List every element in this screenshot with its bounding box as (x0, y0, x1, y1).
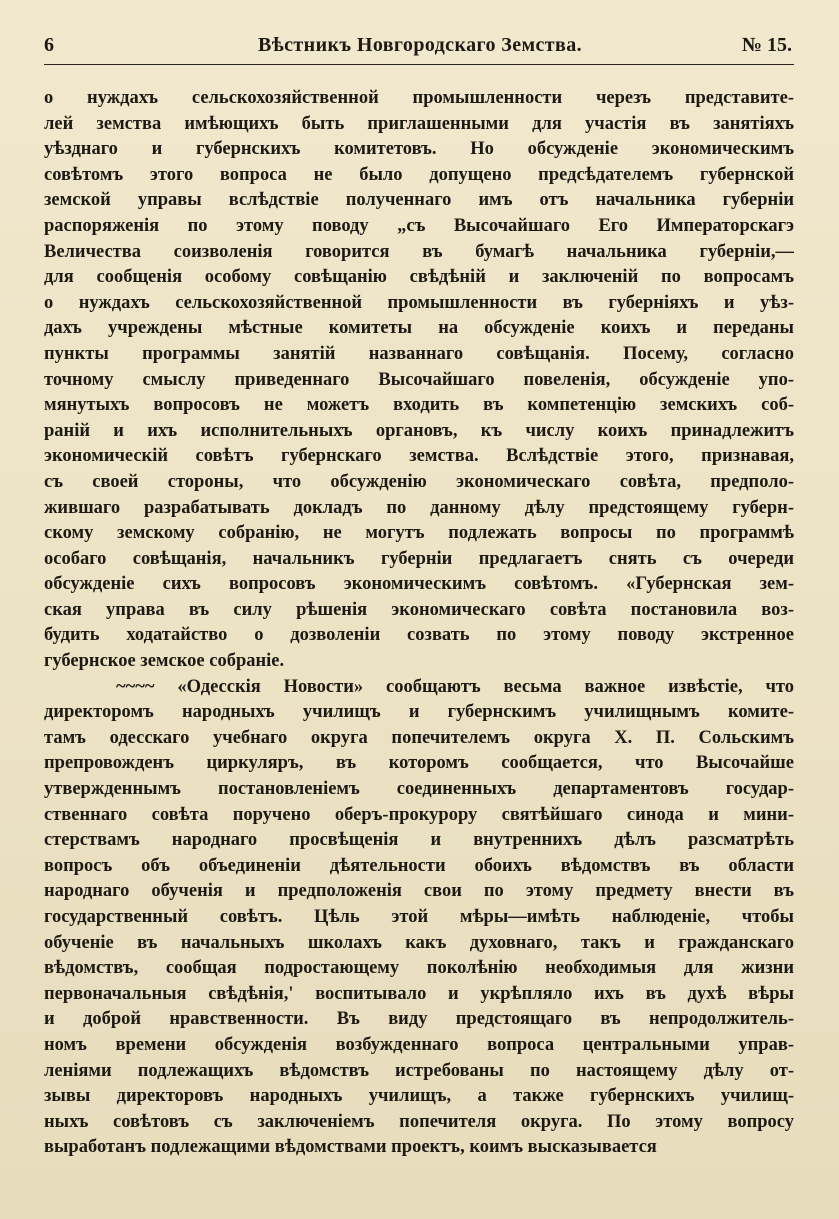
text-line: мянутыхъ вопросовъ не можетъ входить въ компетенцію земскихъ соб- (44, 395, 794, 416)
text-line: раній и ихъ исполнительныхъ органовъ, къ числу коихъ принадлежитъ (44, 420, 794, 441)
text-line: ственнаго совѣта поручено оберъ-прокурору святѣйшаго синода и мини- (44, 804, 794, 825)
text-line: ныхъ совѣтовъ съ заключеніемъ попечителя округа. По этому вопросу (44, 1111, 794, 1132)
article-body (44, 86, 794, 1161)
text-line: пункты программы занятій названнаго совѣщанія. Посему, согласно (44, 343, 794, 364)
text-line: номъ времени обсужденія возбужденнаго вопроса центральными управ- (44, 1034, 794, 1055)
text-line: ~~~~ «Одесскія Новости» сообщаютъ весьма важное извѣстіе, что (116, 676, 794, 697)
text-line: распоряженія по этому поводу „съ Высочайшаго Его Императорскагэ (44, 215, 794, 236)
text-line: тамъ одесскаго учебнаго округа попечителемъ округа Х. П. Сольскимъ (44, 727, 794, 748)
text-line: земской управы вслѣдствіе полученнаго имъ отъ начальника губерніи (44, 190, 794, 211)
text-line: выработанъ подлежащими вѣдомствами проектъ, коимъ высказывается (44, 1137, 657, 1158)
text-line: лей земства имѣющихъ быть приглашенными для участія въ занятіяхъ (44, 113, 794, 134)
text-line: точному смыслу приведеннаго Высочайшаго повеленія, обсужденіе упо- (44, 369, 794, 390)
text-line: Величества соизволенія говорится въ бумагѣ начальника губерніи,— (44, 241, 794, 262)
text-line: особаго совѣщанія, начальникъ губерніи предлагаетъ снять съ очереди (44, 548, 794, 569)
header-divider (44, 64, 794, 65)
text-line: о нуждахъ сельскохозяйственной промышленности въ губерніяхъ и уѣз- (44, 292, 794, 313)
text-line: жившаго разрабатывать докладъ по данному дѣлу предстоящему губерн- (44, 497, 794, 518)
issue-number: № 15. (741, 34, 792, 56)
text-line: ская управа въ силу рѣшенія экономическаго совѣта постановила воз- (44, 599, 794, 620)
paragraph (44, 86, 794, 675)
text-line: экономическій совѣтъ губернскаго земства. Вслѣдствіе этого, признавая, (44, 446, 794, 467)
text-line: государственный совѣтъ. Цѣль этой мѣры—имѣть наблюденіе, чтобы (44, 907, 794, 927)
text-line: препровожденъ циркуляръ, въ которомъ сообщается, что Высочайше (44, 753, 794, 774)
text-line: дахъ учреждены мѣстные комитеты на обсужденіе коихъ и переданы (44, 318, 794, 339)
text-line: вѣдомствъ, сообщая подростающему поколѣнію необходимыя для жизни (44, 958, 794, 979)
text-line: утвержденнымъ постановленіемъ соединенныхъ департаментовъ государ- (44, 779, 794, 800)
page-header (44, 30, 796, 62)
journal-title: Вѣстникъ Новгородскаго Земства. (258, 34, 583, 56)
text-line: зывы директоровъ народныхъ училищъ, а также губернскихъ училищ- (44, 1086, 794, 1107)
text-line: стерствамъ народнаго просвѣщенія и внутреннихъ дѣлъ разсматрѣть (44, 830, 794, 851)
text-line: совѣтомъ этого вопроса не было допущено предсѣдателемъ губернской (44, 164, 794, 185)
text-line: и доброй нравственности. Въ виду предстоящаго въ непродолжитель- (44, 1009, 794, 1030)
text-line: вопросъ объ объединеніи дѣятельности обоихъ вѣдомствъ въ области (44, 855, 794, 876)
text-line: народнаго обученія и предположенія свои по этому предмету внести въ (44, 881, 794, 902)
text-line: леніями подлежащихъ вѣдомствъ истребованы по настоящему дѣлу от- (44, 1060, 794, 1081)
text-line: директоромъ народныхъ училищъ и губернскимъ училищнымъ комите- (44, 702, 794, 723)
text-line: о нуждахъ сельскохозяйственной промышленности черезъ представите- (44, 88, 794, 108)
text-line: губернское земское собраніе. (44, 651, 285, 672)
text-line: уѣзднаго и губернскихъ комитетовъ. Но обсужденіе экономическимъ (44, 139, 794, 160)
paragraph (44, 675, 794, 1161)
text-line: съ своей стороны, что обсужденію экономическаго совѣта, предполо- (44, 471, 794, 492)
text-line: первоначальныя свѣдѣнія,' воспитывало и укрѣпляло ихъ въ духѣ вѣры (44, 983, 794, 1004)
text-line: обсужденіе сихъ вопросовъ экономическимъ совѣтомъ. «Губернская зем- (44, 574, 794, 595)
text-line: обученіе въ начальныхъ школахъ какъ духовнаго, такъ и гражданскаго (44, 932, 794, 953)
text-line: для сообщенія особому совѣщанію свѣдѣній и заключеній по вопросамъ (44, 267, 794, 288)
text-line: скому земскому собранію, не могутъ подлежать вопросы по программѣ (44, 523, 794, 544)
page-number: 6 (44, 34, 54, 56)
text-line: будить ходатайство о дозволеніи созвать по этому поводу экстренное (44, 625, 794, 646)
